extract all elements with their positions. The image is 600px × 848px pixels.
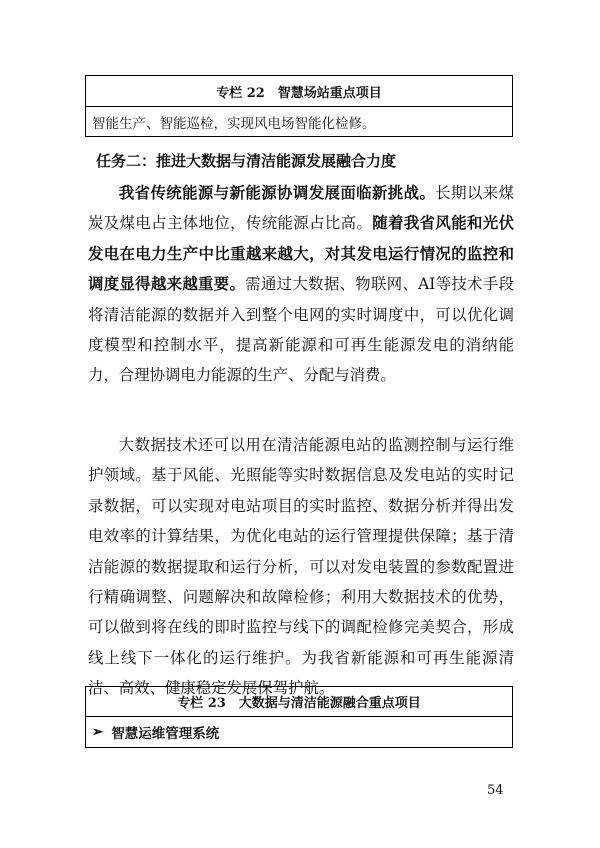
feature-box-title: 专栏 23 大数据与清洁能源融合重点项目	[86, 687, 512, 717]
paragraph-1-lead: 我省传统能源与新能源协调发展面临新挑战。	[118, 184, 436, 202]
paragraph-1-emphasis: 随着我省风能和光伏发电在电力生产中比重越来越大，对其发电运行情况的监控和调度显得越来越重要。	[88, 214, 514, 294]
feature-box-23	[85, 686, 513, 748]
arrow-right-icon: ➢	[92, 724, 104, 740]
feature-box-content: 智能生产、智能巡检，实现风电场智能化检修。	[92, 115, 376, 132]
feature-box-title: 专栏 22 智慧场站重点项目	[86, 76, 512, 107]
paragraph-1-text-a: 长期以来煤炭及煤电占主体地位，传统能源占比高。	[88, 184, 514, 233]
feature-box-22	[85, 75, 513, 137]
feature-box-item	[86, 717, 512, 747]
paragraph-2: 大数据技术还可以用在清洁能源电站的监测控制与运行维护领域。基于风能、光照能等实时数据信息及发电站的实时记录数据，可以实现对电站项目的实时监控、数据分析并得出发电效率的计算结果，为优化电站的运行管理提供保障；基于清洁能源的数据提取和运行分析，可以对发电装置的参数配置进行精确调整、问题解决和故障检修；利用大数据技术的优势，可以做到将在线的即时监控与线下的调配检修完美契合，形成线上线下一体化的运行维护。为我省新能源和可再生能源清洁、高效、健康稳定发展保驾护航。	[88, 436, 514, 698]
section-heading: 任务二：推进大数据与清洁能源发展融合力度	[96, 152, 397, 170]
paragraph-1	[88, 178, 514, 391]
paragraph-1-text-b: 需通过大数据、物联网、AI等技术手段将清洁能源的数据并入到整个电网的实时调度中，可以优化调度模型和控制水平，提高新能源和可再生能源发电的消纳能力，合理协调电力能源的生产、分配与消费。	[88, 275, 514, 385]
feature-box-item-label: 智慧运维管理系统	[111, 726, 220, 742]
page-number: 54	[487, 783, 504, 798]
